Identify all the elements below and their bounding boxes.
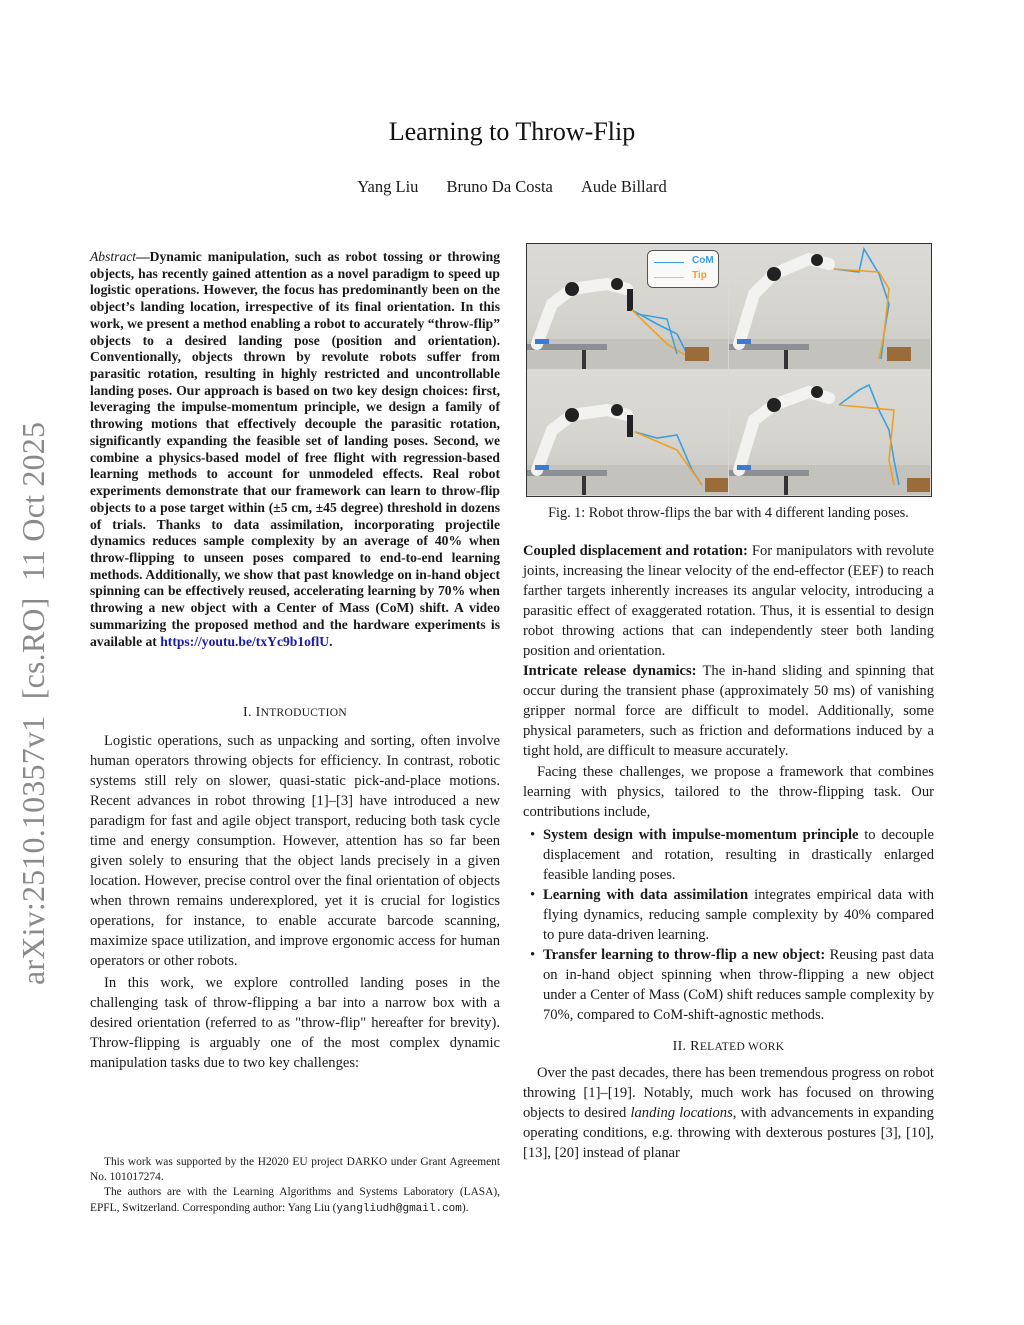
abstract-label: Abstract [90,249,137,264]
figure-1-robot-photos [526,243,932,497]
legend-label-tip: Tip [692,270,707,281]
intro-paragraph-2: In this work, we explore controlled landing poses in the challenging task of throw-flipping a bar into a narrow box with a desired orientation (referred to as "throw-flip" hereafter for brevity). Throw-flipping is arguably one of the most complex dynamic manipulation tasks due to two key challenges: [90,975,500,1071]
author-name: Aude Billard [581,177,667,196]
com-line-swatch [654,262,684,263]
contribution-item [543,945,934,1025]
section-number: I. [243,705,252,720]
abstract [90,249,500,650]
contribution-title: System design with impulse-momentum principle [543,827,859,843]
challenge-2-title: Intricate release dynamics: [523,663,697,679]
photo-panel-top-left [527,244,728,369]
author-name: Bruno Da Costa [446,177,553,196]
section-heading-related-work [523,1037,934,1057]
arxiv-identifier-stamp: arXiv:2510.10357v1 [cs.RO] 11 Oct 2025 [15,421,51,985]
affiliation-text: The authors are with the Learning Algorithms and Systems Laboratory (LASA), EPFL, Switzerland. Corresponding author: Yang Liu ( [90,1186,500,1214]
paper-title: Learning to Throw-Flip [388,117,636,146]
affiliation-footnote [90,1185,500,1216]
related-text-a: Over the past decades, there has been tremendous progress on robot throwing [1]–[19]. Notably, much work has focused on throwing objects to desired [523,1065,934,1121]
affiliation-end: ). [461,1201,469,1214]
legend-item-tip [654,270,714,284]
funding-footnote: This work was supported by the H2020 EU project DARKO under Grant Agreement No. 101017274. [90,1156,500,1184]
abstract-body: Dynamic manipulation, such as robot tossing or throwing objects, has recently gained attention as a novel paradigm to speed up logistic operations. However, the focus has predominantly been on the object’s landing location, irrespective of its final orientation. In this work, we present a method enabling a robot to accurately “throw-flip” objects to a desired landing pose (position and orientation). Conventionally, objects thrown by revolute robots suffer from parasitic rotation, resulting in highly restricted and uncontrollable landing poses. Our approach is based on two key design choices: first, leveraging the impulse-momentum principle, we design a family of throwing motions that effectively decouple the parasitic rotation, significantly expanding the feasible set of landing poses. Second, we combine a physics-based model of free flight with regression-based learning methods to account for unmodeled effects. Real robot experiments demonstrate that our framework can learn to throw-flip objects to a pose target within (±5 cm, ±45 degree) threshold in dozens of trials. Thanks to data assimilation, incorporating projectile dynamics reduces sample complexity by an average of 40% when throw-flipping to unseen poses compared to end-to-end learning methods. Additionally, we show that past knowledge on in-hand object spinning can be effectively reused, accelerating learning by 70% when throwing a new object with a Center of Mass (CoM) shift. A video summarizing the proposed method and the hardware experiments is available at [90,249,500,649]
figure-1-caption [523,505,934,522]
author-email: yangliudh@gmail.com [336,1202,462,1215]
heading-rest: NTRODUCTION [260,707,347,719]
footnotes [90,1155,500,1217]
contributions-intro: Facing these challenges, we propose a framework that combines learning with physics, tailored to the throw-flipping task. Our contributions include, [523,764,934,820]
contribution-text: Reusing past data on in-hand object spinning when throw-flipping a new object under a Center of Mass (CoM) shift reduces sample complexity by 70%, compared to CoM-shift-agnostic methods. [543,947,934,1023]
photo-panel-bottom-right [729,370,930,495]
section-heading-introduction [90,703,500,723]
section-number: II. [672,1039,687,1054]
photo-panel-top-right [729,244,930,369]
contribution-text: integrates empirical data with flying dynamics, reducing sample complexity by 40% compared to pure data-driven learning. [543,887,934,943]
contributions-list [523,825,934,1025]
legend-label-com: CoM [692,255,714,266]
trajectory-legend [647,250,719,288]
abstract-dash: — [136,249,150,264]
author-list [0,177,1024,197]
related-emphasis: landing locations [630,1105,733,1121]
contribution-item [543,825,934,885]
author-name: Yang Liu [357,177,419,196]
challenge-1-body: For manipulators with revolute joints, increasing the linear velocity of the end-effector (EEF) to reach farther targets inherently increases its angular velocity, introducing a parasitic effect of exaggerated rotation. Thus, it is essential to design robot throwing actions that can independently steer both landing position and orientation. [523,543,934,659]
abstract-end: . [329,633,333,649]
challenge-1 [523,541,934,661]
intro-paragraph-1: Logistic operations, such as unpacking and sorting, often involve human operators throwing objects for efficiency. In contrast, robotic systems still rely on slower, quasi-static pick-and-place motions. Recent advances in robot throwing [1]–[3] have introduced a new paradigm for fast and agile object transport, reducing both task cycle time and energy consumption. However, attention has so far been given solely to ensuring that the object lands precisely in a given location. However, precise control over the final orientation of objects when thrown remains underexplored, yet it is crucial for logistics operations, for instance, to enable accurate barcode scanning, maximize space utilization, and improve ergonomic access for human operators or other robots. [90,733,500,969]
contribution-text: to decouple displacement and rotation, resulting in drastically enlarged feasible landing poses. [543,827,934,883]
figure-caption-text: Robot throw-flips the bar with 4 different landing poses. [588,505,909,521]
heading-rest: ELATED WORK [699,1041,785,1053]
contribution-title: Transfer learning to throw-flip a new object: [543,947,826,963]
related-work-paragraph [523,1063,934,1163]
heading-initial: I [255,705,261,720]
contribution-item [543,885,934,945]
right-column-text [523,541,934,1163]
tip-line-swatch [654,277,684,278]
figure-label: Fig. 1: [548,505,586,521]
contribution-title: Learning with data assimilation [543,887,749,903]
introduction-section [90,703,500,1073]
challenge-2-body: The in-hand sliding and spinning that occur during the transient phase (approximately 50 ms) of vanishing gripper normal force are difficult to model. Additionally, some physical parameters, such as friction and deformations induced by a tight hold, are difficult to measure accurately. [523,663,934,759]
legend-item-com [654,255,714,269]
photo-panel-bottom-left [527,370,728,495]
challenge-1-title: Coupled displacement and rotation: [523,543,748,559]
heading-initial: R [690,1039,700,1054]
video-link[interactable]: https://youtu.be/txYc9b1oflU [160,633,330,649]
challenge-2 [523,661,934,761]
related-text-b: , with advancements in expanding operating conditions, e.g. throwing with dexterous postures [3], [10], [13], [20] instead of planar [523,1105,934,1161]
